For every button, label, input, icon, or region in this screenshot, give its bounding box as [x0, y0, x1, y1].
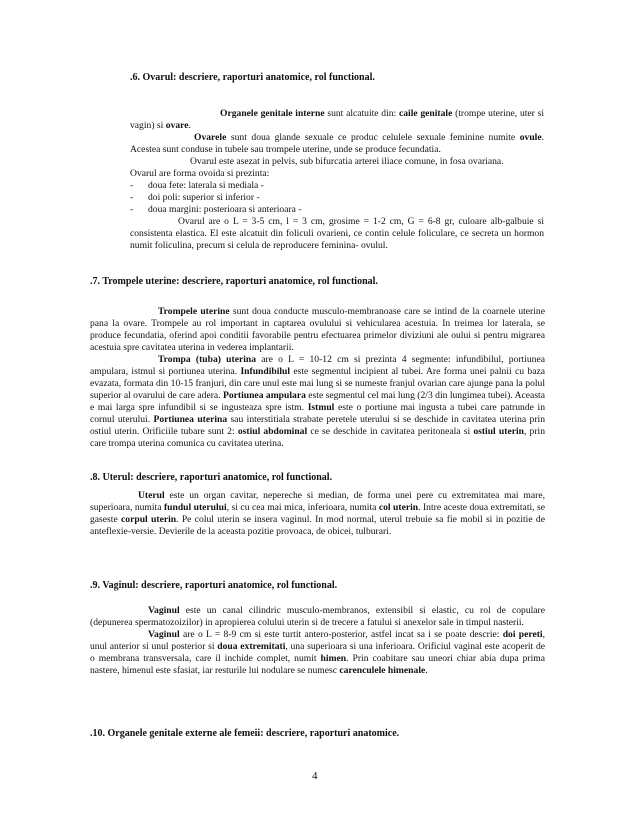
paragraph: Ovarul este asezat in pelvis, sub bifurcatia arterei iliace comune, in fosa ovariana. — [190, 156, 504, 167]
list-item: - doua margini: posterioara si anterioara - — [130, 204, 544, 216]
paragraph: Organele genitale interne sunt alcatuite din: caile genitale (trompe uterine, uter si vagin) si ovare. — [130, 108, 545, 131]
list-item: - doi poli: superior si inferior - — [130, 192, 544, 204]
page-number: 4 — [312, 770, 318, 782]
paragraph: Trompa (tuba) uterina are o L = 10-12 cm si prezinta 4 segmente: infundibilul, portiunea ampulara, istmul si portiunea uterina. Infundibilul este segmentul incipient al tubei. Are forma unei palnii cu baza evazata, formata din 10-15 franjuri, din care unul este mai lung si se numeste franjul ovarian care ajunge pana la polul superior al ovarului de care adera. Portiunea ampulara este segmentul cel mai lung (2/3 din lungimea tubei). Aceasta e mai larga spre infundibil si se ingusteaza spre istm. Istmul este o portiune mai ingusta a tubei care patrunde in cornul uterului. Portiunea uterina sau interstitiala strabate peretele uterului si se deschide in cavitatea uterina prin ostiul uterin. Orificiile tubare sunt 2: ostiul abdominal ce se deschide in cavitatea peritoneala si ostiul uterin, prin care trompa uterina comunica cu cavitatea uterina. — [90, 354, 546, 449]
section-ovary-body — [130, 108, 544, 252]
section-vagina-body — [90, 605, 545, 677]
section-heading-uterus: .8. Uterul: descriere, raporturi anatomice, rol functional. — [90, 472, 333, 483]
list-item: - doua fete: laterala si mediala - — [130, 180, 544, 192]
paragraph: Ovarele sunt doua glande sexuale ce produc celulele sexuale feminine numite ovule. Acestea sunt conduse in tubele sau trompele uterine, unde se produce fecundatia. — [130, 132, 544, 155]
section-heading-uterine-tubes: .7. Trompele uterine: descriere, raporturi anatomice, rol functional. — [90, 276, 378, 287]
paragraph: Ovarul are forma ovoida si prezinta: — [130, 168, 270, 179]
paragraph: Uterul este un organ cavitar, nepereche si median, de forma unei pere cu extremitatea mai mare, superioara, numita fundul uterului, si cu cea mai mica, inferioara, numita col uterin. Intre aceste doua extremitati, se gaseste corpul uterin. Pe colul uterin se insera vaginul. In mod normal, uterul trebuie sa fie mobil si in pozitie de anteflexie-versie. Devierile de la aceasta pozitie provoaca, de obicei, tulburari. — [90, 490, 546, 537]
paragraph: Vaginul are o L = 8-9 cm si este turtit antero-posterior, astfel incat sa i se poate descrie: doi pereti, unul anterior si unul posterior si doua extremitati, una superioara si una inferioara. Orificiul vaginal este acoperit de o membrana transversala, care il inchide complet, numit himen. Prin coabitare sau uneori chiar abia dupa prima nastere, himenul este sfasiat, iar resturile lui nodulare se numesc carenculele himenale. — [90, 629, 546, 676]
paragraph: Vaginul este un canal cilindric musculo-membranos, extensibil si elastic, cu rol de copulare (depunerea spermatozoizilor) in apropierea colului uterin si de trecere a fatului si anexelor sale in timpul nasterii. — [90, 605, 545, 628]
section-uterine-tubes-body — [90, 306, 545, 450]
section-heading-ovary: .6. Ovarul: descriere, raporturi anatomice, rol functional. — [130, 72, 375, 83]
paragraph: Trompele uterine sunt doua conducte musculo-membranoase care se intind de la coarnele uterine pana la ovare. Trompele au rol important in captarea ovulului si vehicularea acestuia. In treimea lor laterala, se produce fecundatia, oferind apoi conditii favorabile pentru efectuarea primelor diviziuni ale oului si pentru migrarea acestuia spre cavitatea uterina in vederea implantarii. — [90, 306, 545, 353]
section-uterus-body — [90, 490, 545, 538]
section-heading-external-genitals: .10. Organele genitale externe ale femeii: descriere, raporturi anatomice. — [90, 728, 400, 739]
section-heading-vagina: .9. Vaginul: descriere, raporturi anatomice, rol functional. — [90, 580, 338, 591]
paragraph: Ovarul are o L = 3-5 cm, l = 3 cm, grosime = 1-2 cm, G = 6-8 gr, culoare alb-galbuie si consistenta elastica. El este alcatuit din foliculi ovarieni, ce contin celule foliculare, ce secreta un hormon numit foliculina, precum si celula de reproducere feminina- ovulul. — [130, 216, 544, 251]
